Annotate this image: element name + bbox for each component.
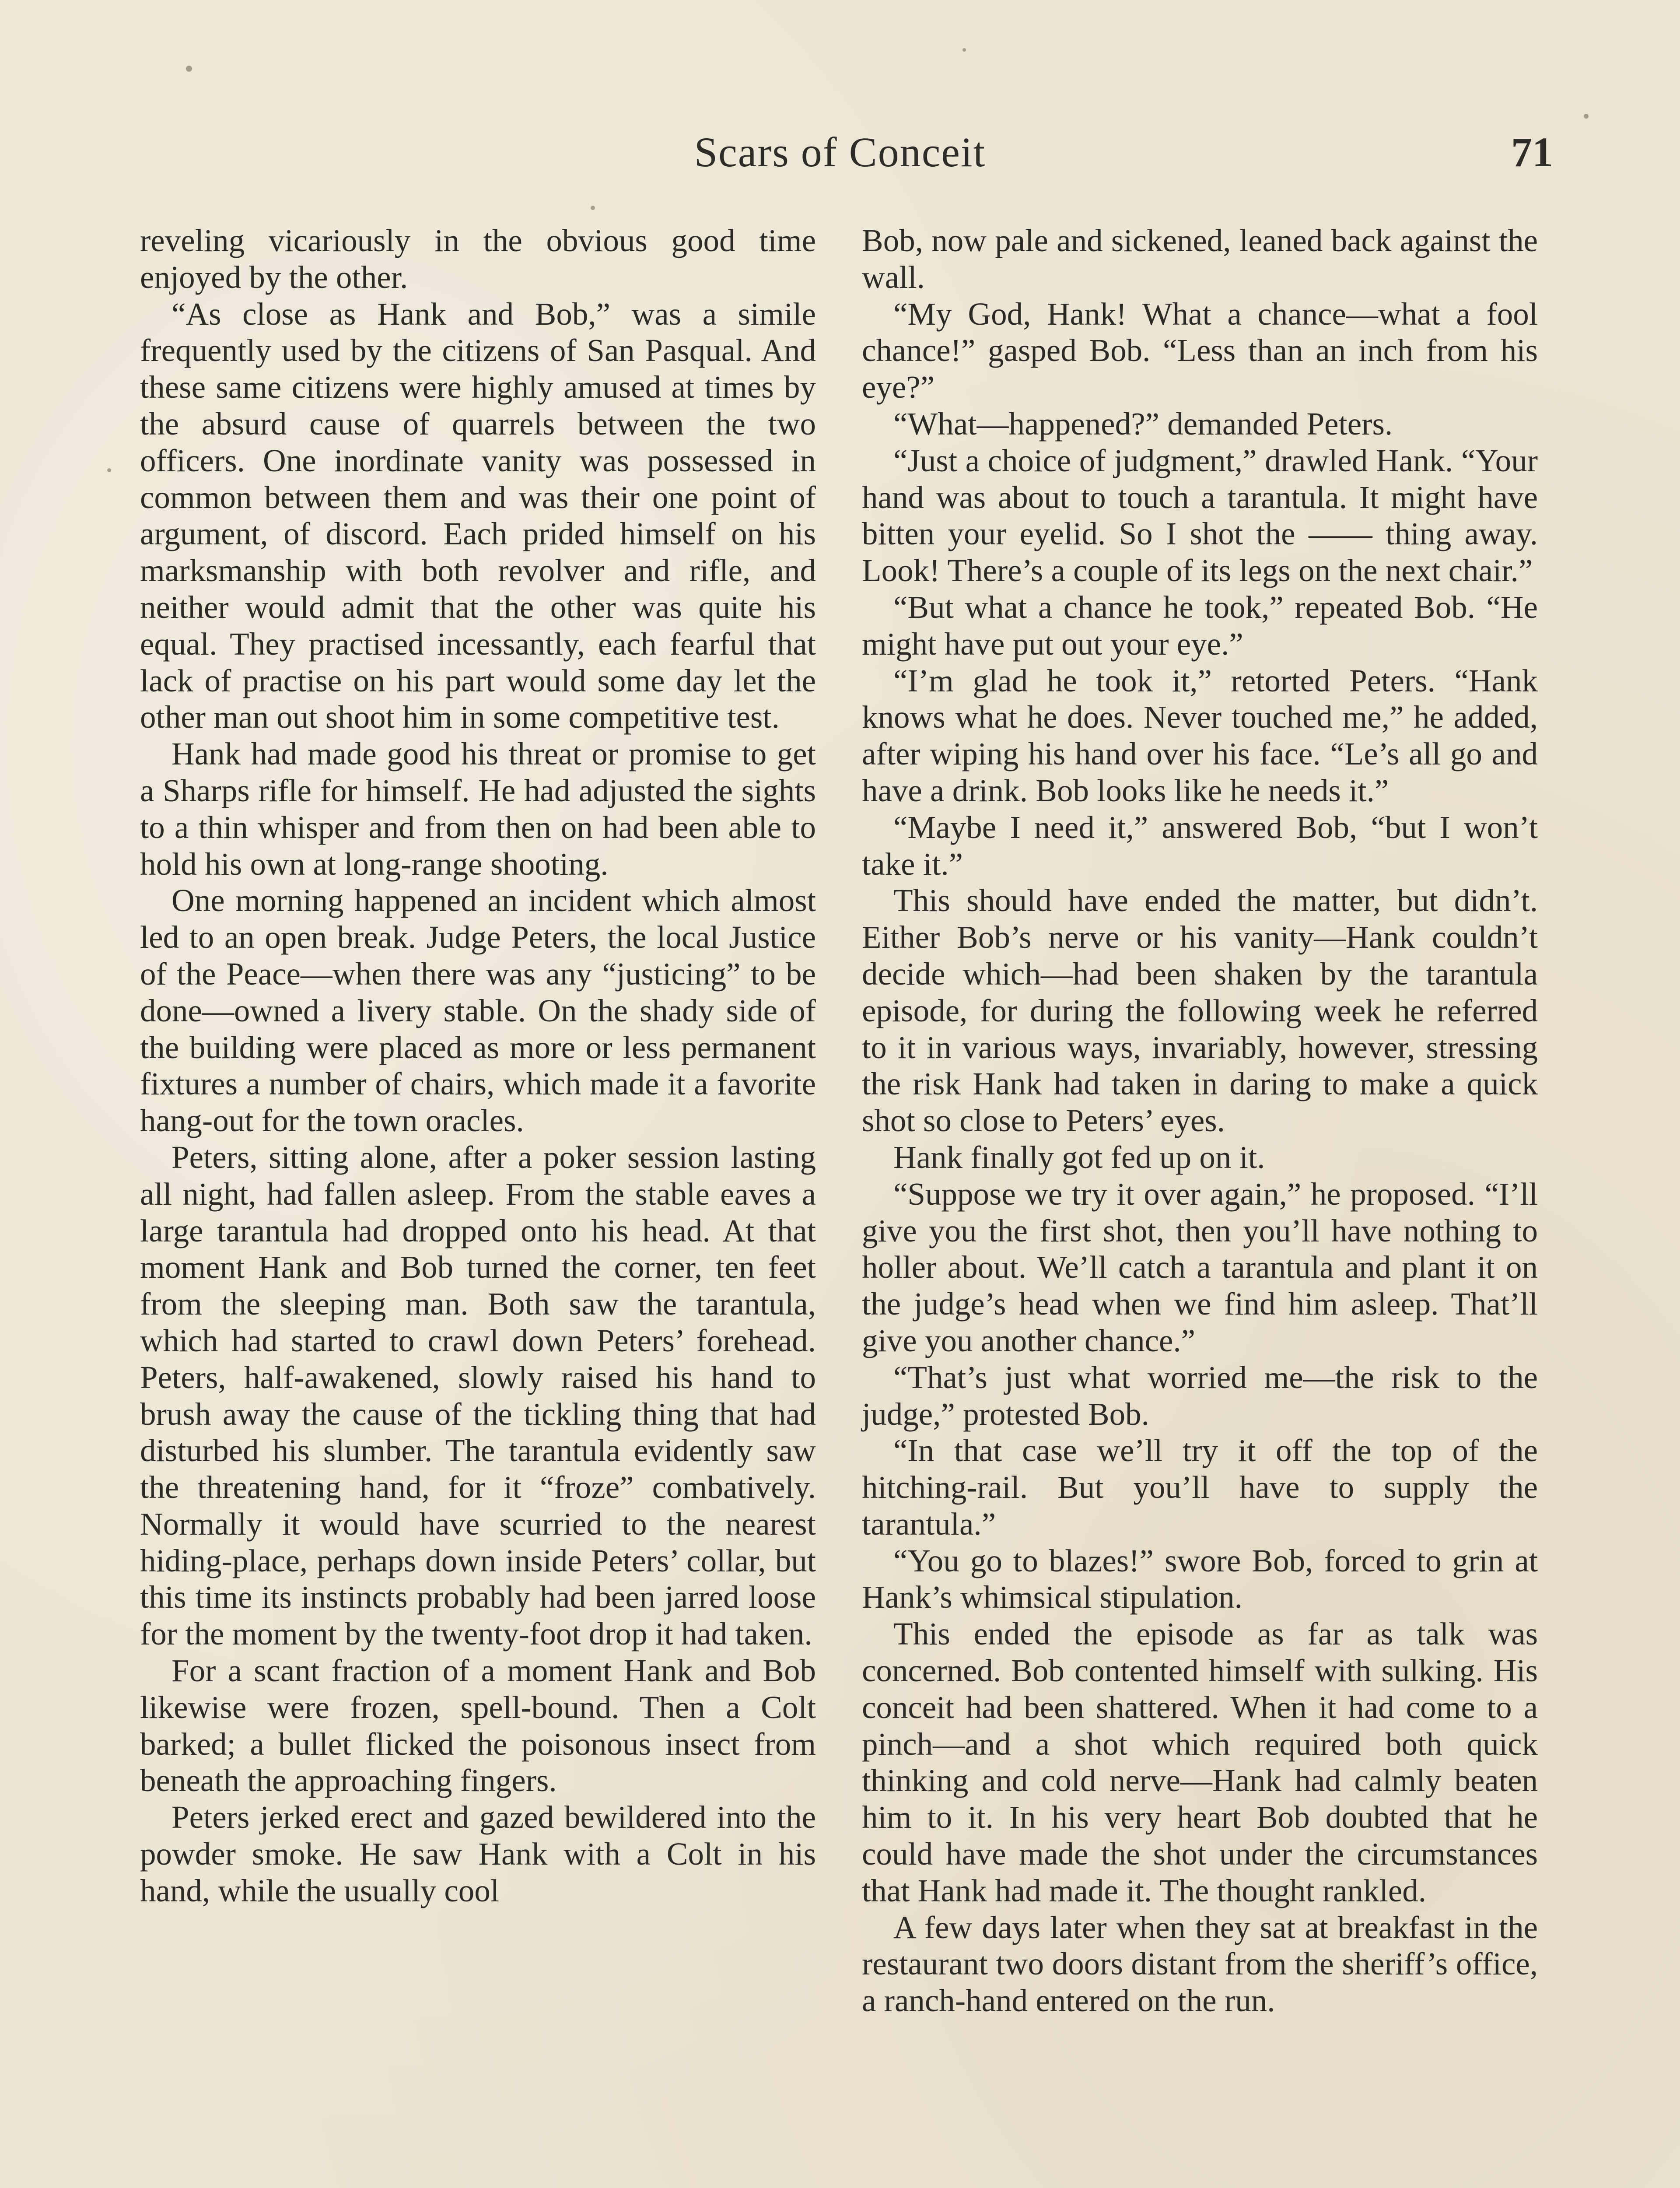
paragraph: “In that case we’ll try it off the top of the hitching-rail. But you’ll have to supply the tarantula.” <box>862 1433 1538 1542</box>
paragraph: “You go to blazes!” swore Bob, forced to grin at Hank’s whimsical stipulation. <box>862 1543 1538 1615</box>
paragraph: This ended the episode as far as talk was concerned. Bob contented himself with sulking. His conceit had been shattered. When it had come to a pinch—and a shot which required both quick thinking and cold nerve—Hank had calmly beaten him to it. In his very heart Bob doubted that he could have made the shot under the circumstances that Hank had made it. The thought rankled. <box>862 1616 1538 1908</box>
paragraph: “As close as Hank and Bob,” was a simile frequently used by the citizens of San Pasqual. And these same citizens were highly amused at times by the absurd cause of quarrels between the two officers. One inordinate vanity was possessed in common between them and was their one point of argument, of discord. Each prided himself on his marksmanship with both revolver and rifle, and neither would admit that the other was quite his equal. They practised incessantly, each fearful that lack of practise on his part would some day let the other man out shoot him in some competitive test. <box>140 296 816 735</box>
right-text-column <box>862 222 1538 2019</box>
paragraph: Bob, now pale and sickened, leaned back against the wall. <box>862 223 1538 295</box>
paragraph: Peters, sitting alone, after a poker session lasting all night, had fallen asleep. From the stable eaves a large tarantula had dropped onto his head. At that moment Hank and Bob turned the corner, ten feet from the sleeping man. Both saw the tarantula, which had started to crawl down Peters’ forehead. Peters, half-awakened, slowly raised his hand to brush away the cause of the tickling thing that had disturbed his slumber. The tarantula evidently saw the threatening hand, for it “froze” combatively. Normally it would have scurried to the nearest hiding-place, perhaps down inside Peters’ collar, but this time its instincts probably had been jarred loose for the moment by the twenty-foot drop it had taken. <box>140 1139 816 1652</box>
paragraph: “Maybe I need it,” answered Bob, “but I won’t take it.” <box>862 809 1538 882</box>
paper-speck <box>1584 114 1589 119</box>
left-text-column <box>140 222 816 1909</box>
paragraph: “Just a choice of judgment,” drawled Hank. “Your hand was about to touch a tarantula. It might have bitten your eyelid. So I shot the —— thing away. Look! There’s a couple of its legs on the next chair.” <box>862 442 1538 589</box>
paper-speck <box>186 66 192 72</box>
paper-speck <box>591 206 595 210</box>
paragraph: Hank finally got fed up on it. <box>893 1139 1265 1175</box>
paragraph: A few days later when they sat at breakfast in the restaurant two doors distant from the sheriff’s office, a ranch-hand entered on the run. <box>862 1909 1538 2019</box>
paragraph: “I’m glad he took it,” retorted Peters. “Hank knows what he does. Never touched me,” he added, after wiping his hand over his face. “Le’s all go and have a drink. Bob looks like he needs it.” <box>862 663 1538 808</box>
paragraph: “What—happened?” demanded Peters. <box>893 406 1393 442</box>
paper-speck <box>962 48 966 52</box>
paragraph: This should have ended the matter, but didn’t. Either Bob’s nerve or his vanity—Hank couldn’t decide which—had been shaken by the tarantula episode, for during the following week he referred to it in various ways, invariably, however, stressing the risk Hank had taken in daring to make a quick shot so close to Peters’ eyes. <box>862 883 1538 1139</box>
paragraph: Peters jerked erect and gazed bewildered into the powder smoke. He saw Hank with a Colt in his hand, while the usually cool <box>140 1799 816 1908</box>
paper-speck <box>107 468 111 472</box>
running-header-title: Scars of Conceit <box>694 129 986 175</box>
paragraph: “But what a chance he took,” repeated Bob. “He might have put out your eye.” <box>862 589 1538 662</box>
paragraph: “That’s just what worried me—the risk to the judge,” protested Bob. <box>862 1359 1538 1432</box>
paragraph: reveling vicariously in the obvious good time enjoyed by the other. <box>140 223 816 295</box>
paragraph: For a scant fraction of a moment Hank and Bob likewise were frozen, spell-bound. Then a Colt barked; a bullet flicked the poisonous insect from beneath the approaching fingers. <box>140 1653 816 1799</box>
paragraph: “Suppose we try it over again,” he proposed. “I’ll give you the first shot, then you’ll have nothing to holler about. We’ll catch a tarantula and plant it on the judge’s head when we find him asleep. That’ll give you another chance.” <box>862 1176 1538 1358</box>
page-number: 71 <box>1511 129 1553 175</box>
paragraph: One morning happened an incident which almost led to an open break. Judge Peters, the local Justice of the Peace—when there was any “justicing” to be done—owned a livery stable. On the shady side of the building were placed as more or less permanent fixtures a number of chairs, which made it a favorite hang-out for the town oracles. <box>140 883 816 1139</box>
paragraph: Hank had made good his threat or promise to get a Sharps rifle for himself. He had adjusted the sights to a thin whisper and from then on had been able to hold his own at long-range shooting. <box>140 736 816 882</box>
paragraph: “My God, Hank! What a chance—what a fool chance!” gasped Bob. “Less than an inch from his eye?” <box>862 296 1538 405</box>
